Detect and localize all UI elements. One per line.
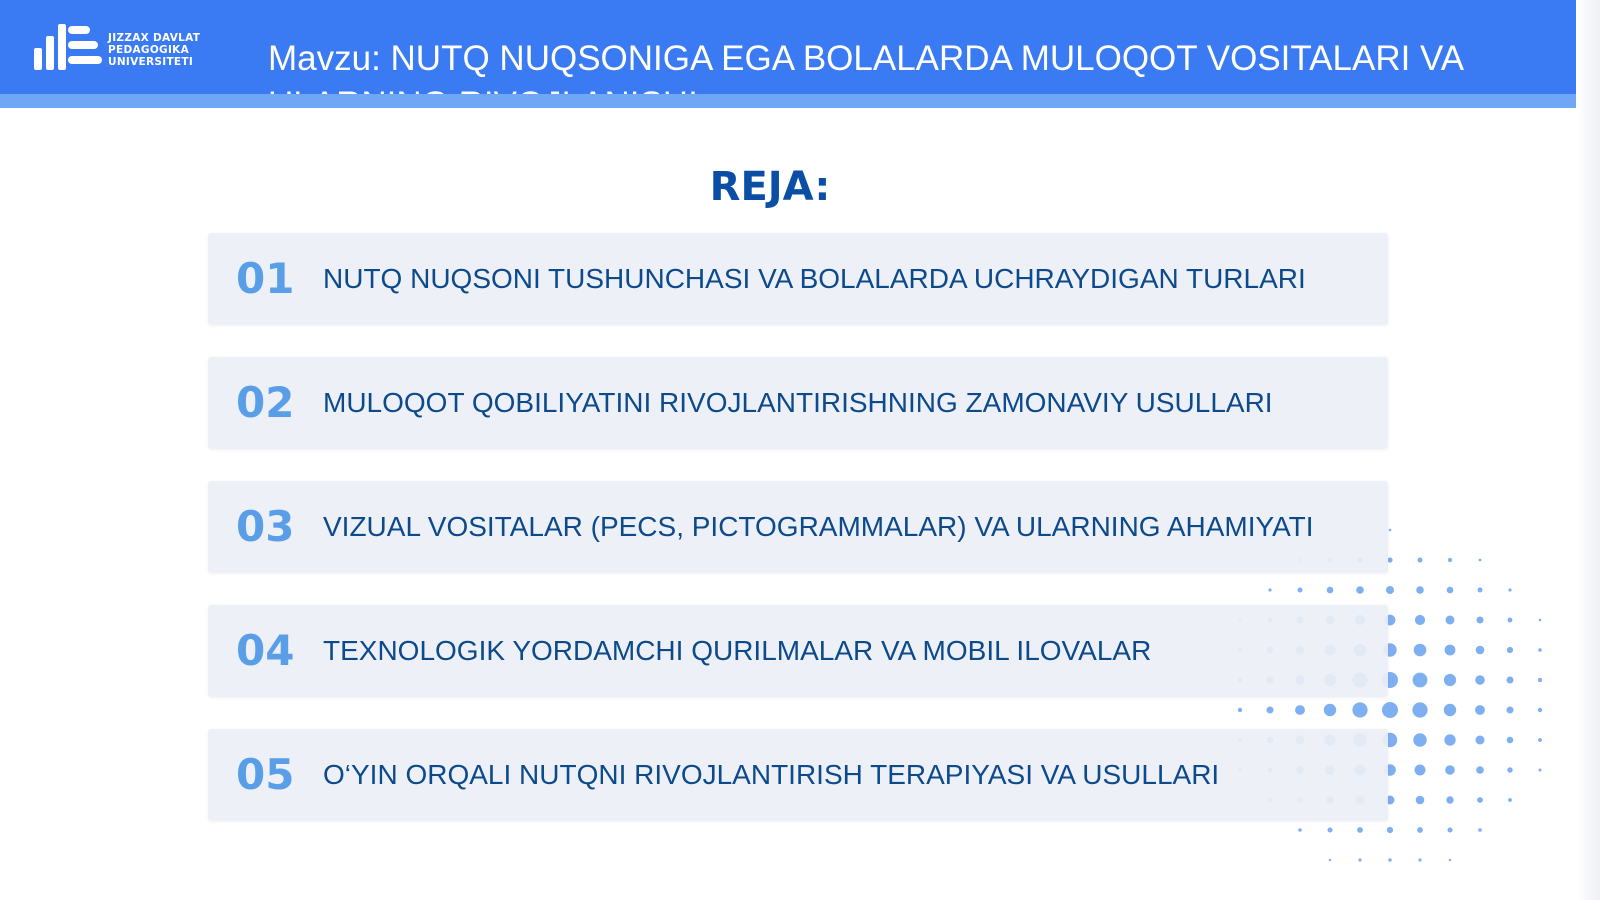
decor-dot (1444, 734, 1455, 745)
decor-dot (1418, 858, 1421, 861)
decor-dot (1417, 827, 1423, 833)
decor-dot (1389, 529, 1392, 532)
decor-dot (1508, 798, 1512, 802)
plan-item-number: 05 (236, 750, 295, 799)
decor-dot (1446, 796, 1453, 803)
decor-dot (1507, 677, 1514, 684)
plan-list (208, 233, 1388, 853)
decor-dot (1507, 707, 1514, 714)
decor-dot (1508, 618, 1513, 623)
decor-dot (1329, 859, 1331, 861)
plan-item-text: NUTQ NUQSONI TUSHUNCHASI VA BOLALARDA UCHRAYDIGAN TURLARI (323, 263, 1306, 294)
plan-item-03 (208, 481, 1388, 573)
plan-item-text: TEXNOLOGIK YORDAMCHI QURILMALAR VA MOBIL ILOVALAR (323, 635, 1152, 666)
plan-item-text: MULOQOT QOBILIYATINI RIVOJLANTIRISHNING ZAMONAVIY USULLARI (323, 387, 1273, 418)
decor-dot (1538, 738, 1542, 742)
plan-item-02 (208, 357, 1388, 449)
decor-dot (1418, 558, 1423, 563)
decor-dot (1448, 558, 1452, 562)
decor-dot (1539, 619, 1542, 622)
decor-dot (1416, 796, 1425, 805)
decor-dot (1415, 615, 1425, 625)
decor-dot (1477, 797, 1483, 803)
decor-dot (1414, 644, 1427, 657)
decor-dot (1475, 705, 1485, 715)
decor-dot (1358, 858, 1361, 861)
decor-dot (1538, 678, 1542, 682)
logo-mark-icon (34, 24, 104, 74)
plan-heading: REJA: (709, 164, 831, 210)
decor-dot (1445, 765, 1455, 775)
decor-dot (1412, 702, 1427, 717)
plan-item-text: O‘YIN ORQALI NUTQNI RIVOJLANTIRISH TERAPIYASI VA USULLARI (323, 759, 1220, 790)
logo-line-2: PEDAGOGIKA (108, 44, 190, 56)
decor-dot (1476, 736, 1485, 745)
logo-line-1: JIZZAX DAVLAT (108, 32, 201, 44)
decor-dot (1475, 675, 1485, 685)
decor-dot (1413, 673, 1428, 688)
decor-dot (1445, 645, 1456, 656)
logo-line-3: UNIVERSITETI (108, 56, 194, 68)
plan-item-05 (208, 729, 1388, 821)
decor-dot (1539, 769, 1542, 772)
plan-item-04 (208, 605, 1388, 697)
university-logo (34, 24, 234, 76)
decor-dot (1447, 587, 1454, 594)
decor-dot (1538, 708, 1542, 712)
decor-dot (1479, 559, 1482, 562)
decor-dot (1477, 617, 1484, 624)
decor-dot (1476, 646, 1485, 655)
decor-dot (1507, 647, 1513, 653)
header-strip (0, 94, 1600, 108)
decor-dot (1478, 588, 1483, 593)
slide-title: Mavzu: NUTQ NUQSONIGA EGA BOLALARDA MULOQOT VOSITALARI VA (268, 39, 1463, 78)
plan-item-01 (208, 233, 1388, 325)
decor-dot (1507, 767, 1512, 772)
decor-dot (1415, 765, 1426, 776)
decor-dot (1476, 766, 1484, 774)
decor-dot (1446, 616, 1455, 625)
plan-item-text: VIZUAL VOSITALAR (PECS, PICTOGRAMMALAR) VA ULARNING AHAMIYATI (323, 511, 1314, 542)
decor-dot (1448, 828, 1453, 833)
header-bar (0, 0, 1600, 108)
decor-dot (1416, 586, 1424, 594)
plan-item-number: 04 (236, 626, 295, 675)
plan-item-number: 03 (236, 502, 295, 551)
decor-dot (1449, 859, 1451, 861)
decor-dot (1388, 858, 1391, 861)
decor-dot (1413, 733, 1426, 746)
decor-dot (1507, 737, 1514, 744)
decor-dot (1444, 674, 1456, 686)
decor-dot (1508, 588, 1511, 591)
decor-dot (1387, 557, 1392, 562)
decor-dot (1444, 704, 1456, 716)
decor-dot (1478, 828, 1482, 832)
plan-item-number: 01 (236, 254, 295, 303)
logo-text (108, 32, 200, 68)
plan-item-number: 02 (236, 378, 295, 427)
decor-dot (1538, 648, 1542, 652)
